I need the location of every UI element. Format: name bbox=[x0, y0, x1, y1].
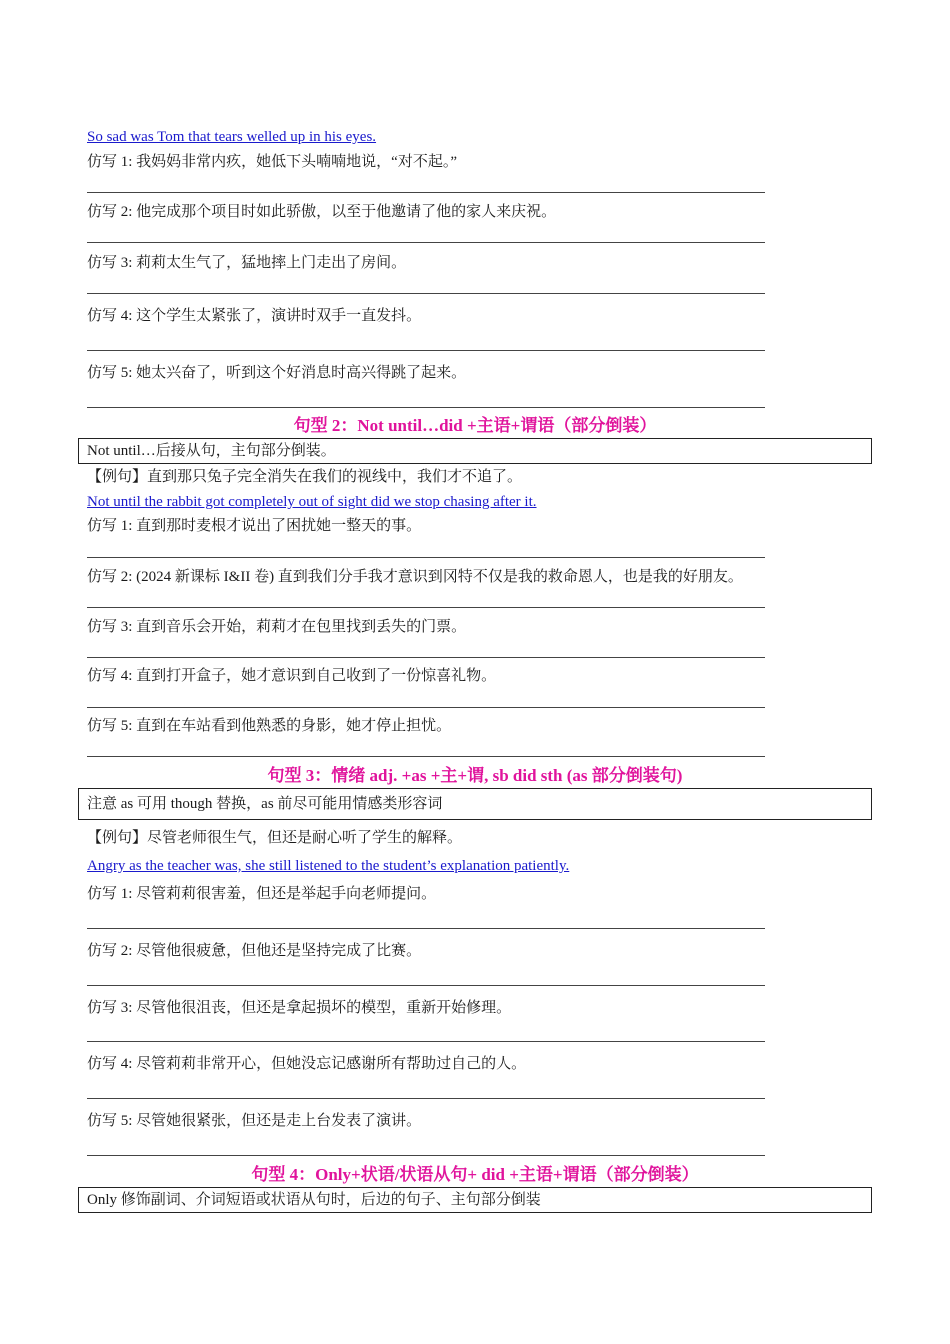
example-sentence-cn: 【例句】尽管老师很生气，但还是耐心听了学生的解释。 bbox=[87, 830, 463, 846]
exercise-item: 仿写 5: 直到在车站看到他熟悉的身影，她才停止担忧。 bbox=[87, 718, 452, 734]
exercise-item: 仿写 2: 尽管他很疲惫，但他还是坚持完成了比赛。 bbox=[87, 943, 422, 959]
exercise-item: 仿写 1: 尽管莉莉很害羞，但还是举起手向老师提问。 bbox=[87, 886, 437, 902]
exercise-item: 仿写 4: 直到打开盒子，她才意识到自己收到了一份惊喜礼物。 bbox=[87, 668, 497, 684]
answer-line bbox=[87, 1155, 765, 1156]
section-heading: 句型 2：Not until…did +主语+谓语（部分倒装） bbox=[293, 416, 657, 435]
answer-line bbox=[87, 928, 765, 929]
exercise-item: 仿写 2: (2024 新课标 I&II 卷) 直到我们分手我才意识到冈特不仅是我的救命恩人，也是我的好朋友。 bbox=[87, 569, 743, 585]
answer-line bbox=[87, 192, 765, 193]
note-box: 注意 as 可用 though 替换，as 前尽可能用情感类形容词 bbox=[78, 788, 872, 820]
note-box: Only 修饰副词、介词短语或状语从句时，后边的句子、主句部分倒装 bbox=[78, 1187, 872, 1213]
example-sentence-en: Angry as the teacher was, she still listened to the student’s explanation patiently. bbox=[87, 858, 570, 874]
exercise-item: 仿写 1: 直到那时麦根才说出了困扰她一整天的事。 bbox=[87, 518, 422, 534]
answer-line bbox=[87, 657, 765, 658]
exercise-item: 仿写 5: 她太兴奋了，听到这个好消息时高兴得跳了起来。 bbox=[87, 365, 467, 381]
exercise-item: 仿写 2: 他完成那个项目时如此骄傲，以至于他邀请了他的家人来庆祝。 bbox=[87, 204, 557, 220]
exercise-item: 仿写 1: 我妈妈非常内疚，她低下头喃喃地说，“对不起。” bbox=[87, 154, 457, 170]
exercise-item: 仿写 4: 这个学生太紧张了，演讲时双手一直发抖。 bbox=[87, 308, 422, 324]
exercise-item: 仿写 4: 尽管莉莉非常开心，但她没忘记感谢所有帮助过自己的人。 bbox=[87, 1056, 527, 1072]
example-sentence-en: So sad was Tom that tears welled up in his eyes. bbox=[87, 129, 377, 145]
answer-line bbox=[87, 756, 765, 757]
example-sentence-en: Not until the rabbit got completely out of sight did we stop chasing after it. bbox=[87, 494, 537, 510]
answer-line bbox=[87, 407, 765, 408]
answer-line bbox=[87, 557, 765, 558]
answer-line bbox=[87, 707, 765, 708]
section-heading: 句型 4：Only+状语/状语从句+ did +主语+谓语（部分倒装） bbox=[251, 1165, 699, 1184]
answer-line bbox=[87, 1041, 765, 1042]
exercise-item: 仿写 3: 莉莉太生气了，猛地摔上门走出了房间。 bbox=[87, 255, 407, 271]
note-box: Not until…后接从句，主句部分倒装。 bbox=[78, 438, 872, 464]
exercise-item: 仿写 5: 尽管她很紧张，但还是走上台发表了演讲。 bbox=[87, 1113, 422, 1129]
exercise-item: 仿写 3: 直到音乐会开始，莉莉才在包里找到丢失的门票。 bbox=[87, 619, 467, 635]
section-heading: 句型 3：情绪 adj. +as +主+谓, sb did sth (as 部分倒装句) bbox=[267, 766, 683, 785]
answer-line bbox=[87, 985, 765, 986]
answer-line bbox=[87, 242, 765, 243]
answer-line bbox=[87, 607, 765, 608]
example-sentence-cn: 【例句】直到那只兔子完全消失在我们的视线中，我们才不追了。 bbox=[87, 469, 523, 485]
exercise-item: 仿写 3: 尽管他很沮丧，但还是拿起损坏的模型，重新开始修理。 bbox=[87, 1000, 512, 1016]
answer-line bbox=[87, 1098, 765, 1099]
answer-line bbox=[87, 350, 765, 351]
answer-line bbox=[87, 293, 765, 294]
